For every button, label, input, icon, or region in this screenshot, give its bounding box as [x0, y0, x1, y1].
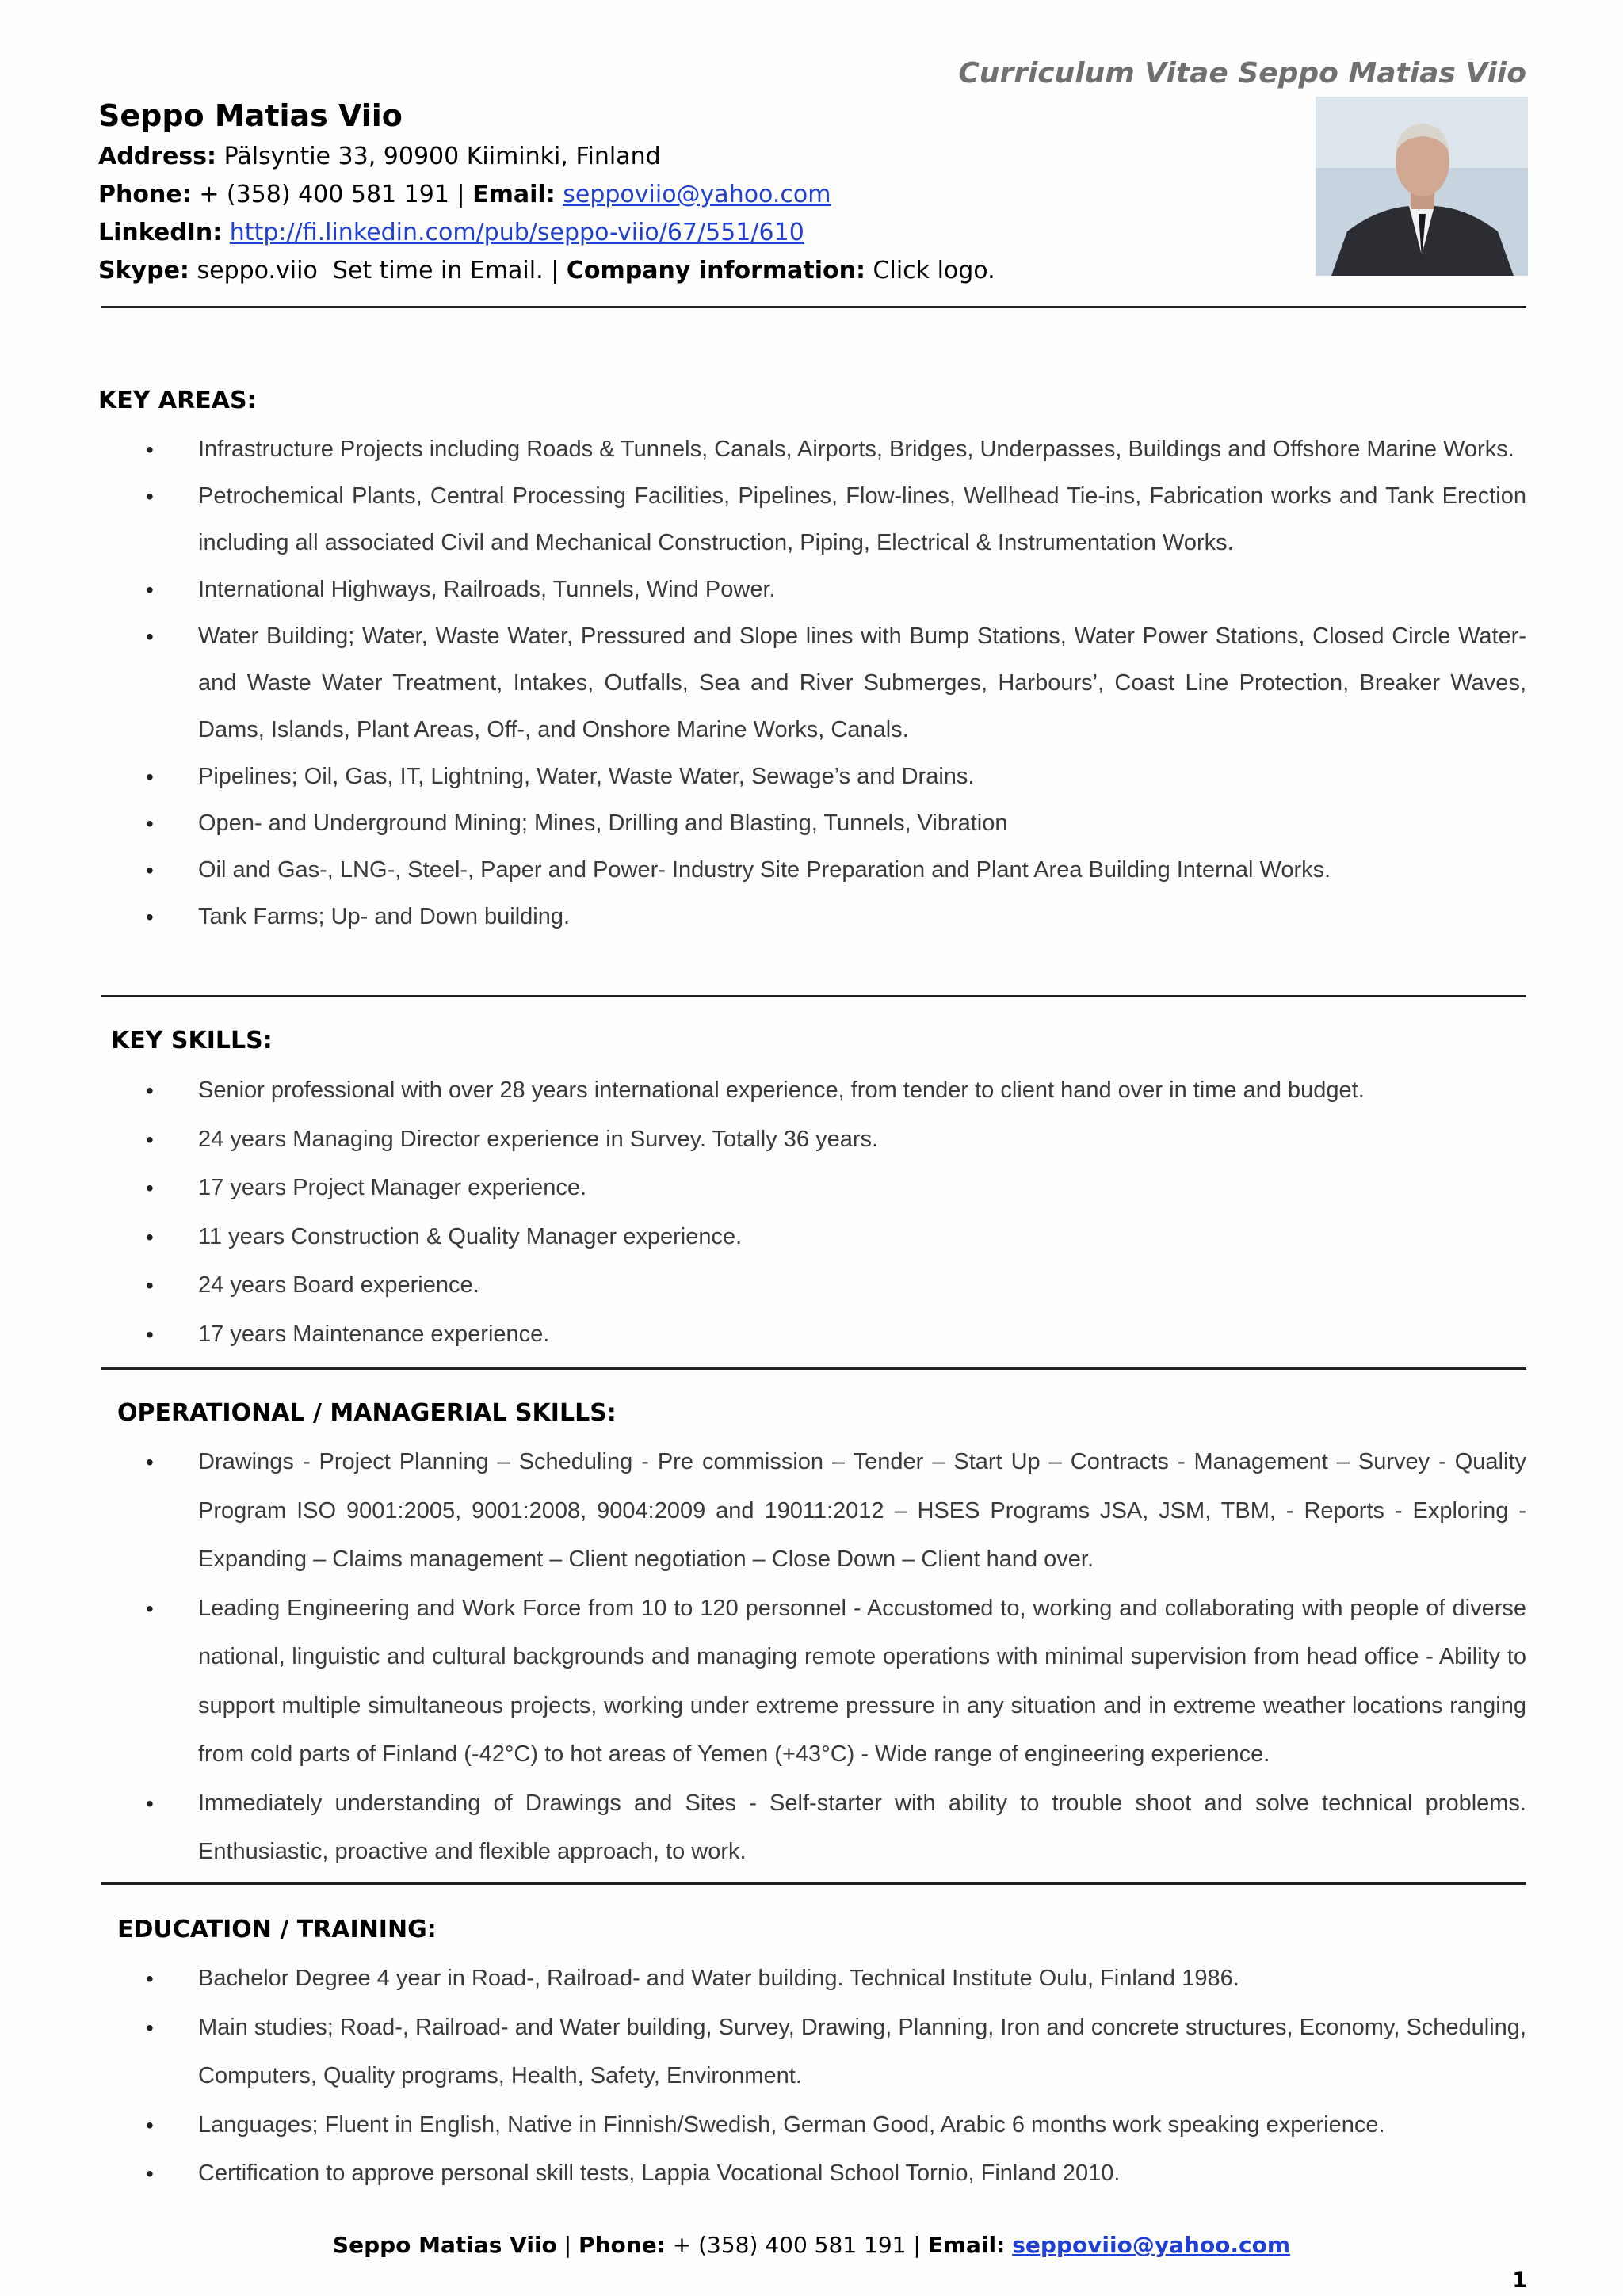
header-divider — [101, 306, 1526, 308]
linkedin-line — [98, 219, 804, 246]
separator: | — [551, 257, 559, 284]
list-item: • Certification to approve personal skill tests, Lappia Vocational School Tornio, Finland 2010. — [146, 2149, 1526, 2199]
list-item: • Petrochemical Plants, Central Processing Facilities, Pipelines, Flow-lines, Wellhead Tie-ins, Fabrication works and Tank Erection including all associated Civil and Mechanical Construction, Piping, Electrical & Instrumentation Works. — [146, 473, 1526, 566]
list-item: • International Highways, Railroads, Tunnels, Wind Power. — [146, 566, 1526, 613]
list-item: • Senior professional with over 28 years international experience, from tender to client hand over in time and budget. — [146, 1066, 1526, 1116]
section-divider — [101, 1882, 1526, 1885]
person-name: Seppo Matias Viio — [98, 98, 403, 133]
list-item: • Languages; Fluent in English, Native in Finnish/Swedish, German Good, Arabic 6 months work speaking experience. — [146, 2101, 1526, 2150]
key-areas-heading: KEY AREAS: — [98, 387, 257, 414]
key-skills-list — [146, 1066, 1526, 1359]
list-item: • Bachelor Degree 4 year in Road-, Railroad- and Water building. Technical Institute Oulu, Finland 1986. — [146, 1955, 1526, 2004]
skype-label: Skype: — [98, 257, 189, 284]
address-label: Address: — [98, 143, 217, 170]
operational-skills-heading: OPERATIONAL / MANAGERIAL SKILLS: — [117, 1399, 617, 1427]
email-link[interactable]: seppoviio@yahoo.com — [563, 181, 831, 208]
list-item: • Open- and Underground Mining; Mines, Drilling and Blasting, Tunnels, Vibration — [146, 800, 1526, 847]
list-item: • Oil and Gas-, LNG-, Steel-, Paper and Power- Industry Site Preparation and Plant Area Building Internal Works. — [146, 847, 1526, 894]
list-item: • Tank Farms; Up- and Down building. — [146, 894, 1526, 940]
list-item: • 11 years Construction & Quality Manager experience. — [146, 1213, 1526, 1262]
key-areas-list — [146, 426, 1526, 940]
list-item: • Water Building; Water, Waste Water, Pressured and Slope lines with Bump Stations, Water Power Stations, Closed Circle Water- and Waste Water Treatment, Intakes, Outfalls, Sea and River Submerges, Harbours’, Coast Line Protection, Breaker Waves, Dams, Islands, Plant Areas, Off-, and Onshore Marine Works, Canals. — [146, 613, 1526, 753]
list-item: • Infrastructure Projects including Roads & Tunnels, Canals, Airports, Bridges, Underpasses, Buildings and Offshore Marine Works. — [146, 426, 1526, 473]
separator: | — [456, 181, 465, 208]
skype-company-line — [98, 257, 995, 284]
separator: | — [563, 2232, 572, 2258]
company-label: Company information: — [566, 257, 865, 284]
skype-value: seppo.viio Set time in Email. — [197, 257, 544, 284]
list-item: • 17 years Project Manager experience. — [146, 1164, 1526, 1213]
list-item: • Pipelines; Oil, Gas, IT, Lightning, Water, Waste Water, Sewage’s and Drains. — [146, 753, 1526, 800]
profile-photo — [1316, 97, 1528, 276]
list-item: • 17 years Maintenance experience. — [146, 1310, 1526, 1360]
separator: | — [913, 2232, 921, 2258]
address-line — [98, 143, 661, 170]
footer-name: Seppo Matias Viio — [332, 2232, 557, 2258]
email-label: Email: — [472, 181, 556, 208]
phone-label: Phone: — [98, 181, 192, 208]
section-divider — [101, 995, 1526, 997]
list-item: • 24 years Board experience. — [146, 1261, 1526, 1310]
list-item: • Drawings - Project Planning – Scheduling - Pre commission – Tender – Start Up – Contracts - Management – Survey - Quality Program ISO 9001:2005, 9001:2008, 9004:2009 and 19011:2012 – HSES Programs JSA, JSM, TBM, - Reports - Exploring - Expanding – Claims management – Client negotiation – Close Down – Client hand over. — [146, 1438, 1526, 1585]
list-item: • Main studies; Road-, Railroad- and Water building, Survey, Drawing, Planning, Iron and concrete structures, Economy, Scheduling, Computers, Quality programs, Health, Safety, Environment. — [146, 2004, 1526, 2101]
phone-email-line — [98, 181, 831, 208]
page-footer — [0, 2232, 1623, 2258]
portrait-image — [1316, 97, 1528, 276]
section-divider — [101, 1367, 1526, 1370]
company-value: Click logo. — [873, 257, 995, 284]
linkedin-link[interactable]: http://fi.linkedin.com/pub/seppo-viio/67/551/610 — [229, 219, 804, 246]
document-header-title: Curriculum Vitae Seppo Matias Viio — [958, 57, 1526, 90]
footer-phone: + (358) 400 581 191 — [672, 2232, 907, 2258]
footer-phone-label: Phone: — [579, 2232, 666, 2258]
linkedin-label: LinkedIn: — [98, 219, 223, 246]
list-item: • Leading Engineering and Work Force from 10 to 120 personnel - Accustomed to, working and collaborating with people of diverse national, linguistic and cultural backgrounds and managing remote operations with minimal supervision from head office - Ability to support multiple simultaneous projects, working under extreme pressure in any situation and in extreme weather locations ranging from cold parts of Finland (-42°C) to hot areas of Yemen (+43°C) - Wide range of engineering experience. — [146, 1585, 1526, 1779]
list-item: • 24 years Managing Director experience in Survey. Totally 36 years. — [146, 1116, 1526, 1165]
address-value: Pälsyntie 33, 90900 Kiiminki, Finland — [223, 143, 661, 170]
education-list — [146, 1955, 1526, 2199]
footer-email-label: Email: — [927, 2232, 1006, 2258]
page-number: 1 — [1512, 2268, 1527, 2293]
footer-email-link[interactable]: seppoviio@yahoo.com — [1012, 2232, 1291, 2258]
education-heading: EDUCATION / TRAINING: — [117, 1916, 437, 1943]
phone-value: + (358) 400 581 191 — [199, 181, 449, 208]
operational-skills-list — [146, 1438, 1526, 1877]
list-item: • Immediately understanding of Drawings and Sites - Self-starter with ability to trouble shoot and solve technical problems. Enthusiastic, proactive and flexible approach, to work. — [146, 1779, 1526, 1877]
key-skills-heading: KEY SKILLS: — [111, 1027, 273, 1055]
